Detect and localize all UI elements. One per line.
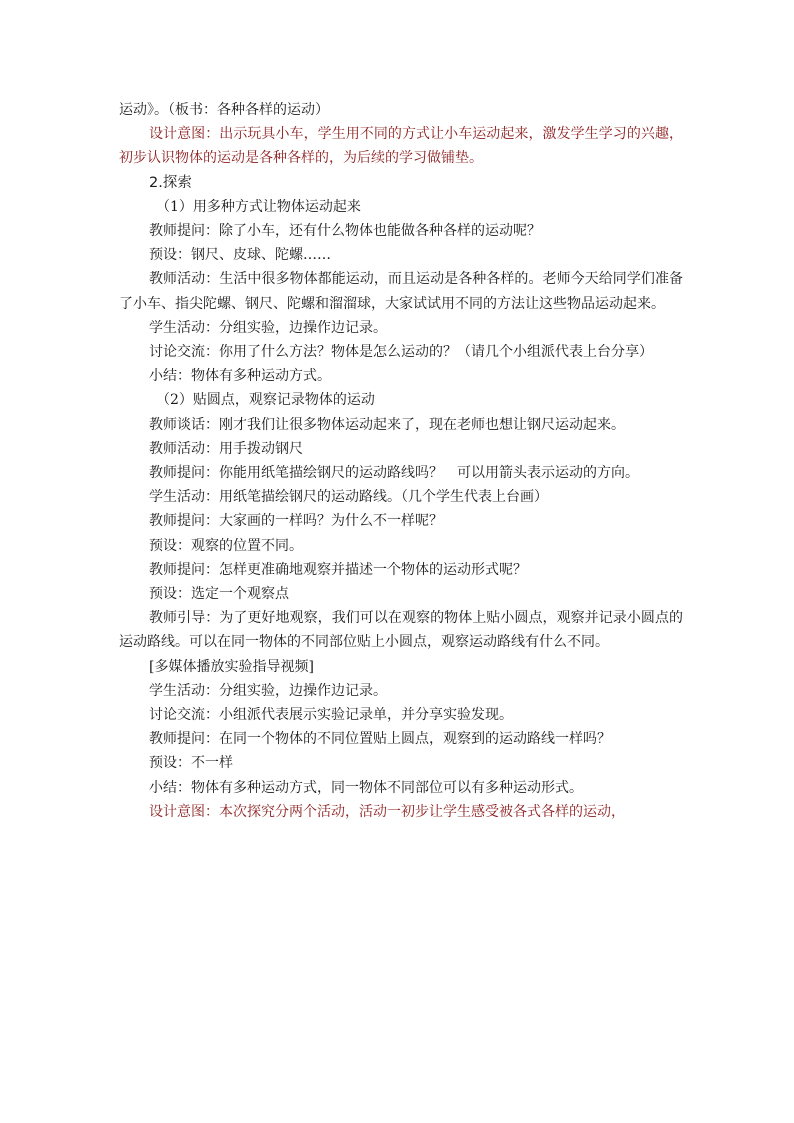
summary: 小结：物体有多种运动方式，同一物体不同部位可以有多种运动形式。 bbox=[149, 779, 583, 796]
summary: 小结：物体有多种运动方式。 bbox=[149, 368, 331, 385]
subsection-heading-2: （2）贴圆点，观察记录物体的运动 bbox=[156, 392, 375, 409]
discussion: 讨论交流：你用了什么方法？物体是怎么运动的？（请几个小组派代表上台分享） bbox=[149, 344, 653, 361]
preset-answer: 预设：钢尺、皮球、陀螺…… bbox=[149, 247, 331, 264]
student-activity: 学生活动：用纸笔描绘钢尺的运动路线。（几个学生代表上台画） bbox=[149, 489, 548, 506]
design-intent-note: 设计意图：出示玩具小车，学生用不同的方式让小车运动起来，激发学生学习的兴趣，初步认识物体的运动是各种各样的，为后续的学习做铺垫。 bbox=[119, 126, 683, 167]
page-content bbox=[119, 98, 683, 824]
subsection-heading-1: （1）用多种方式让物体运动起来 bbox=[156, 198, 361, 215]
teacher-question: 教师提问：在同一个物体的不同位置贴上圆点，观察到的运动路线一样吗？ bbox=[149, 731, 611, 748]
section-heading-explore: 2.探索 bbox=[149, 174, 192, 191]
design-intent-note: 设计意图：本次探究分两个活动，活动一初步让学生感受被各式各样的运动， bbox=[149, 803, 625, 820]
student-activity: 学生活动：分组实验，边操作边记录。 bbox=[149, 682, 387, 699]
teacher-activity: 教师活动：生活中很多物体都能运动，而且运动是各种各样的。老师今天给同学们准备了小车、指尖陀螺、钢尺、陀螺和溜溜球，大家试试用不同的方法让这些物品运动起来。 bbox=[119, 271, 683, 312]
student-activity: 学生活动：分组实验，边操作边记录。 bbox=[149, 319, 387, 336]
preset-answer: 预设：不一样 bbox=[149, 755, 233, 772]
paragraph-continuation: 运动》。（板书：各种各样的运动） bbox=[119, 102, 329, 118]
multimedia-note: [多媒体播放实验指导视频] bbox=[149, 658, 314, 675]
teacher-guidance: 教师引导：为了更好地观察，我们可以在观察的物体上贴小圆点，观察并记录小圆点的运动路线。可以在同一物体的不同部位贴上小圆点，观察运动路线有什么不同。 bbox=[119, 610, 683, 651]
preset-answer: 预设：选定一个观察点 bbox=[149, 586, 289, 603]
discussion: 讨论交流：小组派代表展示实验记录单，并分享实验发现。 bbox=[149, 707, 513, 724]
preset-answer: 预设：观察的位置不同。 bbox=[149, 537, 303, 554]
teacher-question: 教师提问：怎样更准确地观察并描述一个物体的运动形式呢？ bbox=[149, 561, 527, 578]
teacher-question: 教师提问：除了小车，还有什么物体也能做各种各样的运动呢？ bbox=[149, 223, 541, 240]
teacher-question: 教师提问：你能用纸笔描绘钢尺的运动路线吗？ 可以用箭头表示运动的方向。 bbox=[149, 465, 639, 482]
teacher-question: 教师提问：大家画的一样吗？为什么不一样呢？ bbox=[149, 513, 443, 530]
teacher-activity: 教师活动：用手拨动钢尺 bbox=[149, 440, 303, 457]
teacher-talk: 教师谈话：刚才我们让很多物体运动起来了，现在老师也想让钢尺运动起来。 bbox=[149, 416, 625, 433]
